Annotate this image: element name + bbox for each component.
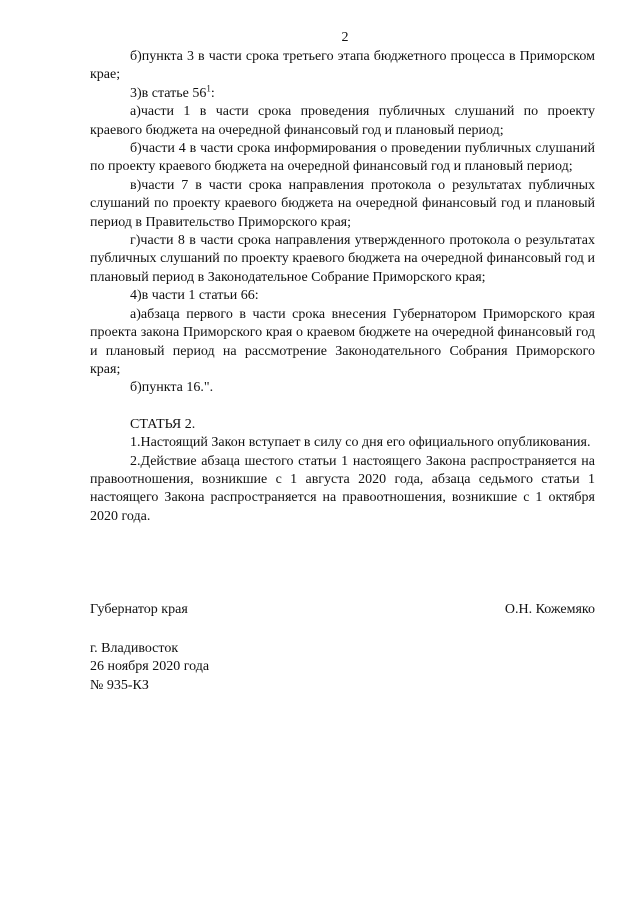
document-body [90, 48, 595, 526]
document-footer [90, 640, 209, 695]
paragraph-item-a-abzac-1: а)абзаца первого в части срока внесения Губернатором Приморского края проекта закона Приморского края о краевом бюджете на очередной финансовый год и плановый период на рассмотрение Законодательного Собрания Приморского края; [90, 306, 595, 377]
paragraph-item-b-punkt-16: б)пункта 16.". [130, 380, 214, 396]
paragraph-item-b-punkt-3: б)пункта 3 в части срока третьего этапа бюджетного процесса в Приморском крае; [90, 49, 595, 83]
article-2-item-2: 2.Действие абзаца шестого статьи 1 настоящего Закона распространяется на правоотношения, возникшие с 1 августа 2020 года, абзаца седьмого статьи 1 настоящего Закона распространяется на правоотношения, возникшие с 1 октября 2020 года. [90, 453, 595, 524]
paragraph-item-b-part-4: б)части 4 в части срока информирования о проведении публичных слушаний по проекту краевого бюджета на очередной финансовый год и плановый период; [90, 141, 595, 175]
superscript-1: 1 [206, 83, 211, 94]
paragraph-item-g-part-8: г)части 8 в части срока направления утвержденного протокола о результатах публичных слушаний по проекту краевого бюджета на очередной финансовый год и плановый период в Законодательное Собрание Приморского края; [90, 233, 595, 285]
signature-block [90, 601, 595, 619]
signatory-position: Губернатор края [90, 602, 188, 617]
signatory-name: О.Н. Кожемяко [504, 602, 595, 617]
page-number: 2 [341, 30, 349, 45]
footer-law-number: № 935-КЗ [90, 677, 149, 693]
article-2-item-1: 1.Настоящий Закон вступает в силу со дня его официального опубликования. [130, 435, 591, 451]
footer-city: г. Владивосток [90, 641, 179, 656]
paragraph-item-a-part-1: а)части 1 в части срока проведения публичных слушаний по проекту краевого бюджета на очередной финансовый год и плановый период; [90, 104, 595, 138]
paragraph-article-56-1-text: 3)в статье 56 [130, 85, 207, 101]
paragraph-article-56-1 [90, 85, 595, 103]
paragraph-item-v-part-7: в)части 7 в части срока направления протокола о результатах публичных слушаний по проекту краевого бюджета на очередной финансовый год и плановый период в Правительство Приморского края; [90, 177, 595, 230]
article-2-heading: СТАТЬЯ 2. [130, 416, 196, 432]
paragraph-article-66: 4)в части 1 статьи 66: [130, 288, 259, 304]
footer-date: 26 ноября 2020 года [90, 659, 210, 675]
paragraph-article-56-1-colon: : [210, 85, 215, 101]
